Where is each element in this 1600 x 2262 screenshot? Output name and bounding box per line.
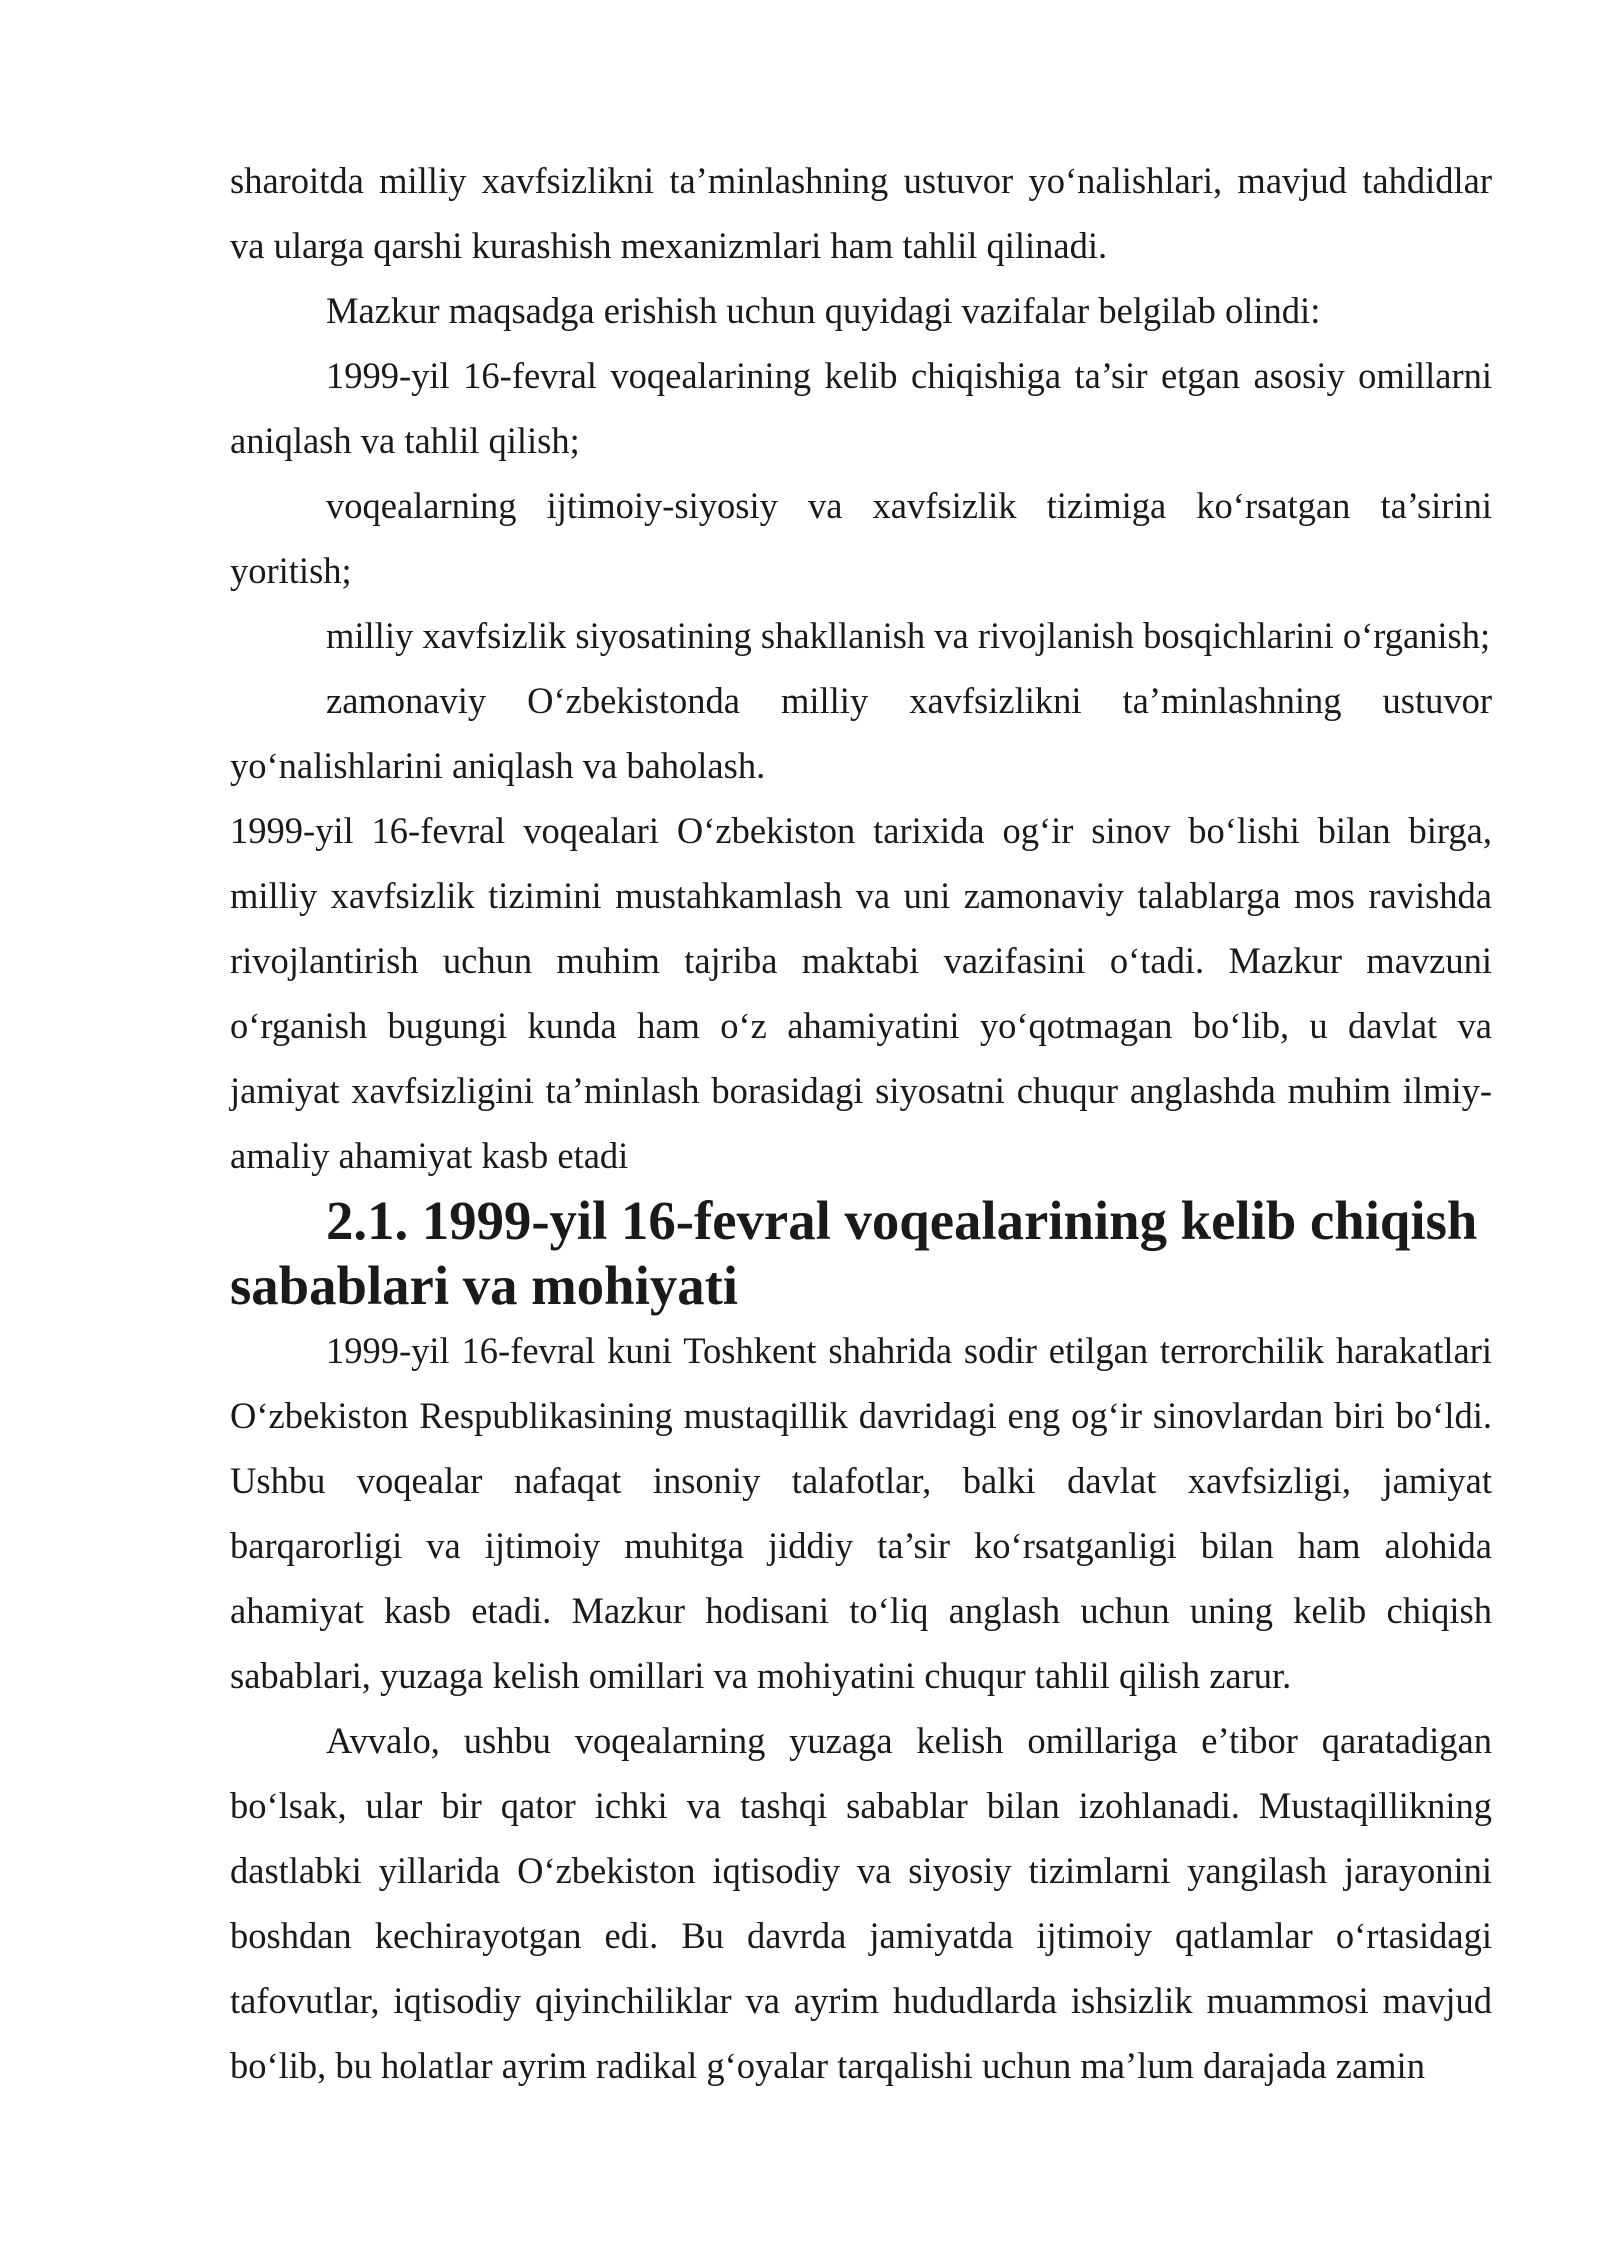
paragraph-task-4: zamonaviy O‘zbekistonda milliy xavfsizlikni ta’minlashning ustuvor yo‘nalishlarini aniqlash va baholash. <box>230 680 1492 786</box>
paragraph-intro-continuation: sharoitda milliy xavfsizlikni ta’minlashning ustuvor yo‘nalishlari, mavjud tahdidlar va ularga qarshi kurashish mexanizmlari ham tahlil qilinadi. <box>230 160 1492 266</box>
paragraph-significance: 1999-yil 16-fevral voqealari O‘zbekiston tarixida og‘ir sinov bo‘lishi bilan birga, milliy xavfsizlik tizimini mustahkamlash va uni zamonaviy talablarga mos ravishda rivojlantirish uchun muhim tajriba maktabi vazifasini o‘tadi. Mazkur mavzuni o‘rganish bugungi kunda ham o‘z ahamiyatini yo‘qotmagan bo‘lib, u davlat va jamiyat xavfsizligini ta’minlash borasidagi siyosatni chuqur anglashda muhim ilmiy-amaliy ahamiyat kasb etadi <box>230 810 1492 1176</box>
document-page <box>230 148 1492 2098</box>
paragraph-task-2: voqealarning ijtimoiy-siyosiy va xavfsizlik tizimiga ko‘rsatgan ta’sirini yoritish; <box>230 485 1492 591</box>
paragraph-task-1: 1999-yil 16-fevral voqealarining kelib chiqishiga ta’sir etgan asosiy omillarni aniqlash va tahlil qilish; <box>230 355 1492 461</box>
paragraph-task-3: milliy xavfsizlik siyosatining shakllanish va rivojlanish bosqichlarini o‘rganish; <box>326 615 1491 656</box>
paragraph-section-1: 1999-yil 16-fevral kuni Toshkent shahrida sodir etilgan terrorchilik harakatlari O‘zbekiston Respublikasining mustaqillik davridagi eng og‘ir sinovlardan biri bo‘ldi. Ushbu voqealar nafaqat insoniy talafotlar, balki davlat xavfsizligi, jamiyat barqarorligi va ijtimoiy muhitga jiddiy ta’sir ko‘rsatganligi bilan ham alohida ahamiyat kasb etadi. Mazkur hodisani to‘liq anglash uchun uning kelib chiqish sabablari, yuzaga kelish omillari va mohiyatini chuqur tahlil qilish zarur. <box>230 1330 1492 1696</box>
section-heading: 2.1. 1999-yil 16-fevral voqealarining kelib chiqish sabablari va mohiyati <box>230 1190 1478 1316</box>
paragraph-section-2: Avvalo, ushbu voqealarning yuzaga kelish omillariga e’tibor qaratadigan bo‘lsak, ular bir qator ichki va tashqi sabablar bilan izohlanadi. Mustaqillikning dastlabki yillarida O‘zbekiston iqtisodiy va siyosiy tizimlarni yangilash jarayonini boshdan kechirayotgan edi. Bu davrda jamiyatda ijtimoiy qatlamlar o‘rtasidagi tafovutlar, iqtisodiy qiyinchiliklar va ayrim hududlarda ishsizlik muammosi mavjud bo‘lib, bu holatlar ayrim radikal g‘oyalar tarqalishi uchun ma’lum darajada zamin <box>230 1720 1492 2086</box>
paragraph-tasks-intro: Mazkur maqsadga erishish uchun quyidagi vazifalar belgilab olindi: <box>326 290 1321 331</box>
